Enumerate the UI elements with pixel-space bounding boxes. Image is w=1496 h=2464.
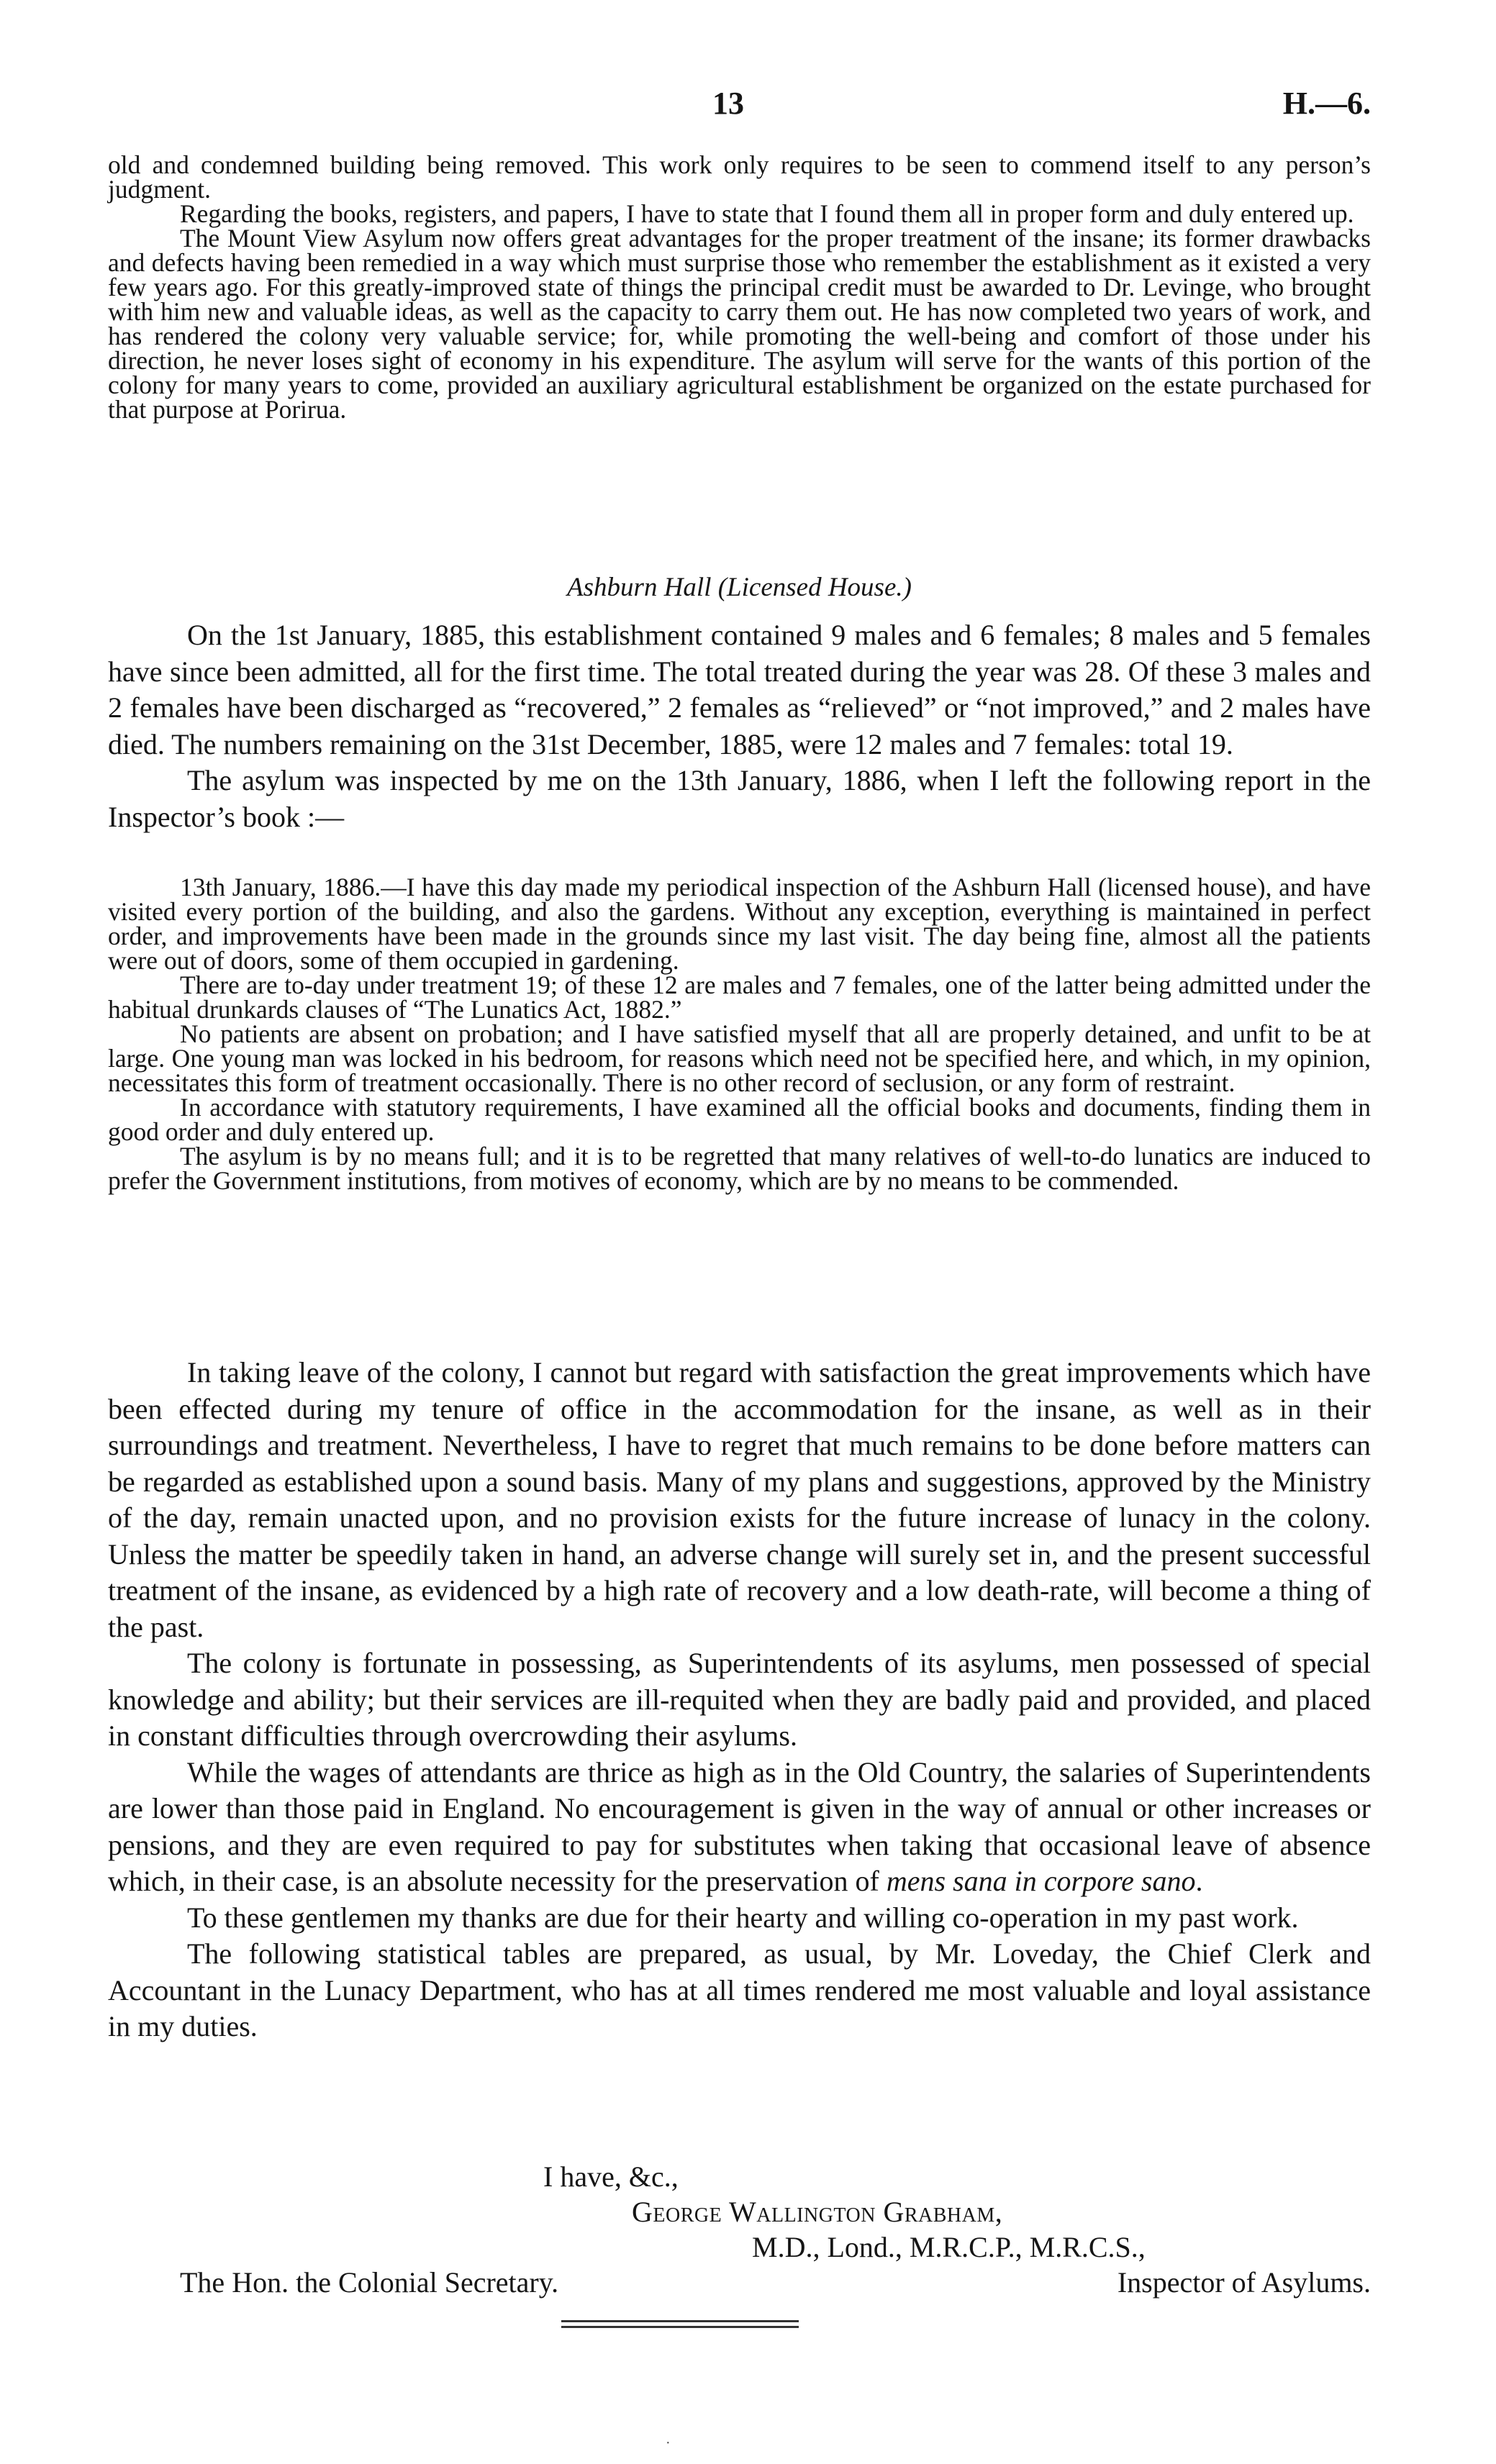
section-heading: Ashburn Hall (Licensed House.) (567, 573, 912, 602)
stray-mark: · (666, 2435, 671, 2451)
signatory-name: George Wallington Grabham, (632, 2196, 1003, 2228)
paragraph: On the 1st January, 1885, this establishment contained 9 males and 6 females; 8 males and 5 females have since been admitted, all for the first time. The total treated during the year was 28. Of these 3 males and 2 females have been discharged as “recovered,” 2 females as “relieved” or “not improved,” and 2 males have died. The numbers remaining on the 31st December, 1885, were 12 males and 7 females: total 19. (108, 619, 1371, 760)
paragraph (108, 1355, 1371, 1645)
page-number: 13 (712, 86, 744, 121)
paragraph: old and condemned building being removed. This work only requires to be seen to commend itself to any person’s judgment. (108, 150, 1371, 204)
salutation: I have, &c., (543, 2160, 679, 2193)
paragraph-text: While the wages of attendants are thrice as high as in the Old Country, the salaries of Superintendents are lower than those paid in England. No encouragement is given in the way of annual or other increases or pensions, and they are even required to pay for substitutes when taking that occasional leave of absence which, in their case, is an absolute necessity for the preservation of (108, 1755, 1371, 1897)
paragraph: The Mount View Asylum now offers great advantages for the proper treatment of the insane; its former drawbacks and defects having been remedied in a way which must surprise those who remember the establishment as it existed a very few years ago. For this greatly-improved state of things the principal credit must be awarded to Dr. Levinge, who brought with him new and valuable ideas, as well as the capacity to carry them out. He has now completed two years of work, and has rendered the colony very valuable service; for, while promoting the well-being and comfort of those under his direction, he never loses sight of economy in his expenditure. The asylum will serve for the wants of this portion of the colony for many years to come, provided an auxiliary agricultural establishment be organized on the estate purchased for that purpose at Porirua. (108, 224, 1371, 424)
closing-section (108, 1355, 1371, 2045)
paragraph: The asylum was inspected by me on the 13th January, 1886, when I left the following report in the Inspector’s book :— (108, 764, 1371, 833)
signatory-credentials: M.D., Lond., M.R.C.P., M.R.C.S., (752, 2231, 1146, 2263)
paragraph-text: The colony is fortunate in possessing, as Superintendents of its asylums, men possessed of special knowledge and ability; but their services are ill-requited when they are badly paid and provided, and placed in constant difficulties through overcrowding their asylums. (108, 1647, 1371, 1752)
paragraph-text: To these gentlemen my thanks are due for their hearty and willing co-operation in my past work. (187, 1901, 1299, 1934)
report-paragraph: There are to-day under treatment 19; of these 12 are males and 7 females, one of the latter being admitted under the habitual drunkards clauses of “The Lunatics Act, 1882.” (108, 970, 1371, 1024)
inspection-report (108, 875, 1371, 1193)
paragraph-text: In taking leave of the colony, I cannot but regard with satisfaction the great improvements which have been effected during my tenure of office in the accommodation for the insane, as well as in their surroundings and treatment. Nevertheless, I have to regret that much remains to be done before matters can be regarded as established upon a sound basis. Many of my plans and suggestions, approved by the Ministry of the day, remain unacted upon, and no provision exists for the future increase of lunacy in the colony. Unless the matter be speedily taken in hand, an adverse change will surely set in, and the present successful treatment of the insane, as evidenced by a high rate of recovery and a low death-rate, will become a thing of the past. (108, 1356, 1371, 1643)
paragraph: Regarding the books, registers, and papers, I have to state that I found them all in proper form and duly entered up. (180, 199, 1354, 228)
paragraph (108, 1645, 1371, 1755)
paragraph (108, 1936, 1371, 2045)
paragraph-text-end: . (1195, 1865, 1203, 1897)
latin-phrase: mens sana in corpore sano (886, 1865, 1196, 1897)
signatory-title: Inspector of Asylums. (1117, 2266, 1371, 2299)
report-paragraph: The asylum is by no means full; and it is to be regretted that many relatives of well-to-do lunatics are induced to prefer the Government institutions, from motives of economy, which are by no means to be commended. (108, 1142, 1371, 1195)
report-paragraph: No patients are absent on probation; and I have satisfied myself that all are properly detained, and unfit to be at large. One young man was locked in his bedroom, for reasons which need not be specified here, and which, in my opinion, necessitates this form of treatment occasionally. There is no other record of seclusion, or any form of restraint. (108, 1019, 1371, 1097)
report-paragraph: 13th January, 1886.—I have this day made my periodical inspection of the Ashburn Hall (licensed house), and have visited every portion of the building, and also the gardens. Without any exception, everything is maintained in perfect order, and improvements have been made in the grounds since my last visit. The day being fine, almost all the patients were out of doors, some of them occupied in gardening. (108, 873, 1371, 975)
paragraph (108, 1755, 1371, 1900)
closing-rule (561, 2326, 799, 2328)
document-reference: H.—6. (1282, 86, 1371, 121)
report-paragraph: In accordance with statutory requirements, I have examined all the official books and documents, finding them in good order and duly entered up. (108, 1093, 1371, 1146)
addressee: The Hon. the Colonial Secretary. (180, 2266, 559, 2299)
closing-rule (561, 2320, 799, 2322)
paragraph-text: The following statistical tables are prepared, as usual, by Mr. Loveday, the Chief Clerk and Accountant in the Lunacy Department, who has at all times rendered me most valuable and loyal assistance in my duties. (108, 1937, 1371, 2042)
mount-view-section (108, 150, 1371, 424)
document-page (108, 0, 1371, 2464)
page-header (108, 85, 1371, 128)
ashburn-section (108, 617, 1371, 835)
paragraph (108, 1900, 1371, 1937)
